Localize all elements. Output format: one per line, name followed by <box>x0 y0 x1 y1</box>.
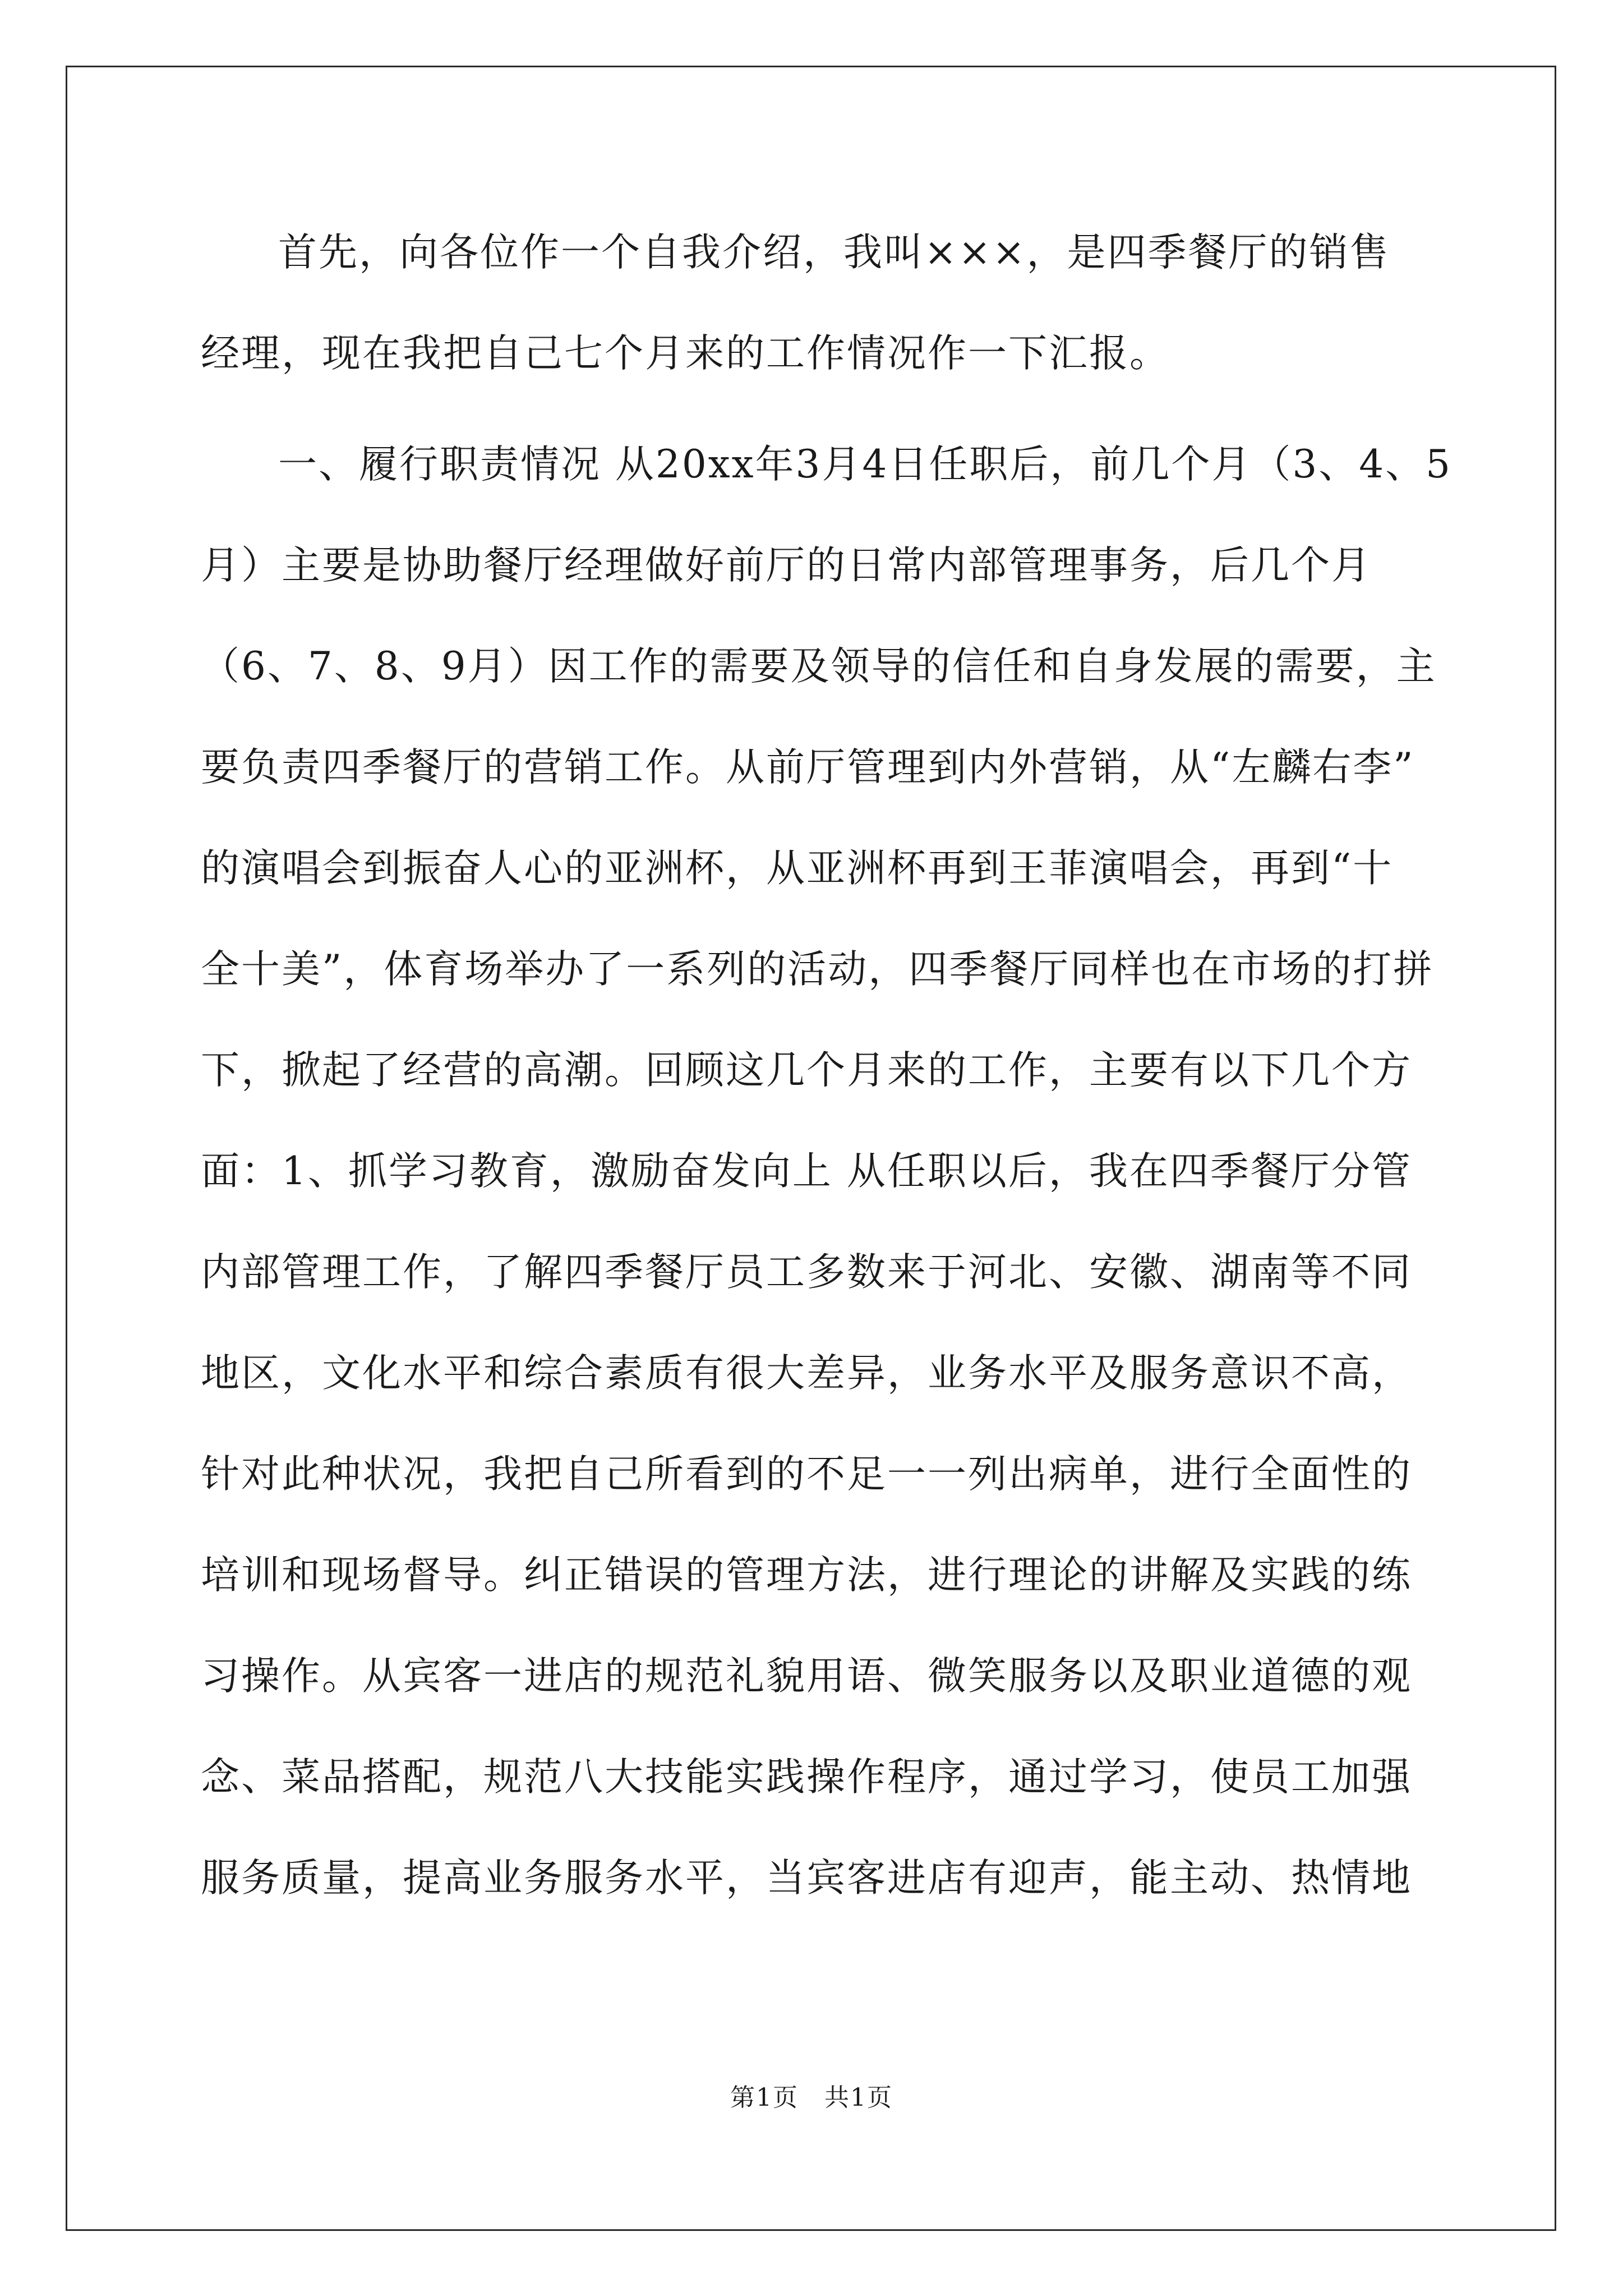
body-text-line: 针对此种状况，我把自己所看到的不足一一列出病单，进行全面性的 <box>201 1452 1412 1497</box>
body-text-line: 经理，现在我把自己七个月来的工作情况作一下汇报。 <box>201 331 1170 376</box>
body-text-line: 一、履行职责情况 从20xx年3月4日任职后，前几个月（3、4、5 <box>278 442 1453 487</box>
body-text-line: 的演唱会到振奋人心的亚洲杯，从亚洲杯再到王菲演唱会，再到“十 <box>201 846 1394 891</box>
body-text-line: 月）主要是协助餐厅经理做好前厅的日常内部管理事务，后几个月 <box>201 543 1372 588</box>
page-footer: 第1页 共1页 <box>730 2083 893 2112</box>
body-text-line: 习操作。从宾客一进店的规范礼貌用语、微笑服务以及职业道德的观 <box>201 1654 1412 1699</box>
body-text-line: 内部管理工作，了解四季餐厅员工多数来于河北、安徽、湖南等不同 <box>201 1250 1412 1295</box>
body-text-line: 面：1、抓学习教育，激励奋发向上 从任职以后，我在四季餐厅分管 <box>201 1149 1412 1194</box>
body-text-line: 培训和现场督导。纠正错误的管理方法，进行理论的讲解及实践的练 <box>201 1553 1412 1598</box>
body-text-line: 全十美”，体育场举办了一系列的活动，四季餐厅同样也在市场的打拼 <box>201 947 1434 992</box>
body-text-line: 首先，向各位作一个自我介绍，我叫×××，是四季餐厅的销售 <box>278 230 1390 275</box>
body-text-line: 要负责四季餐厅的营销工作。从前厅管理到内外营销，从“左麟右李” <box>201 745 1415 790</box>
body-text-line: 念、菜品搭配，规范八大技能实践操作程序，通过学习，使员工加强 <box>201 1755 1412 1800</box>
body-text-line: 下，掀起了经营的高潮。回顾这几个月来的工作，主要有以下几个方 <box>201 1048 1412 1093</box>
body-text-line: 服务质量，提高业务服务水平，当宾客进店有迎声，能主动、热情地 <box>201 1856 1412 1901</box>
body-text-line: 地区，文化水平和综合素质有很大差异，业务水平及服务意识不高， <box>201 1351 1412 1396</box>
body-text-line: （6、7、8、9月）因工作的需要及领导的信任和自身发展的需要，主 <box>201 644 1437 689</box>
